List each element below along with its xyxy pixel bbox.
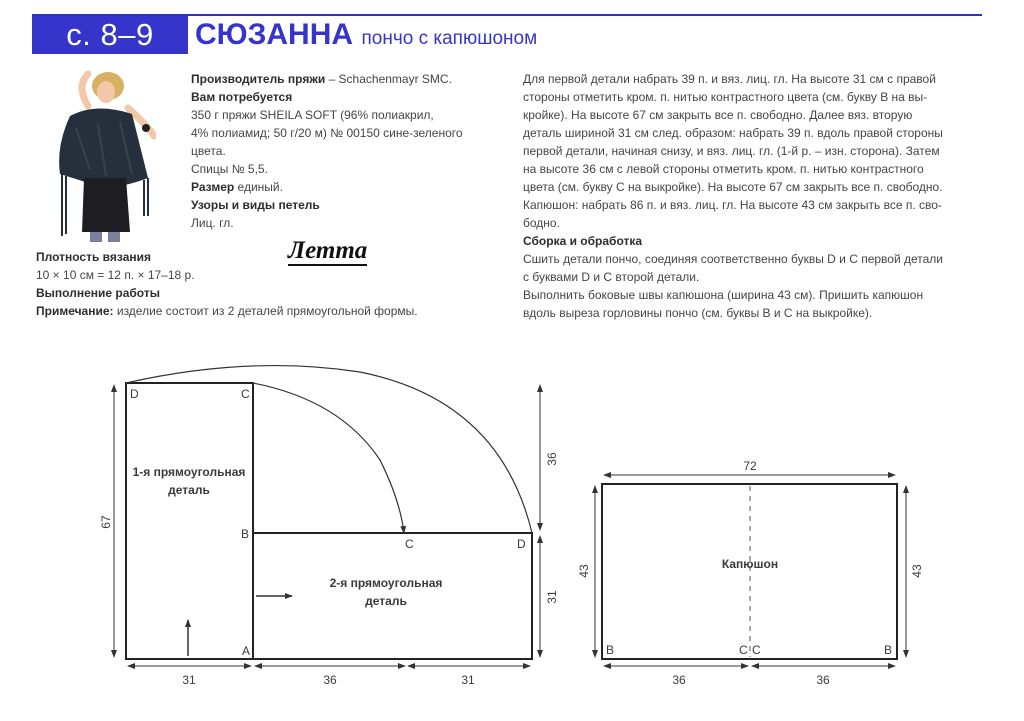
dim-67: 67 — [99, 515, 113, 529]
letter-b: B — [606, 643, 615, 657]
size-value: единый. — [234, 180, 283, 194]
instruction-line: на высоте 36 см с левой стороны отметить кром. п. нитью контрастного — [523, 162, 924, 176]
needed-label: Вам потребуется — [191, 90, 293, 104]
letter-c: C — [739, 643, 748, 657]
piece-2-label-line2: деталь — [365, 594, 407, 608]
work-label: Выполнение работы — [36, 286, 160, 300]
instruction-line: первой детали, начиная снизу, и вяз. лиц. гл. (1-й р. – изн. сторона). Затем — [523, 144, 940, 158]
needles-line: Спицы № 5,5. — [191, 162, 268, 176]
letter-c: C — [752, 643, 761, 657]
letter-c: C — [405, 537, 414, 551]
dim-43: 43 — [577, 564, 591, 578]
dim-36: 36 — [545, 452, 559, 466]
instruction-line: бодно. — [523, 216, 560, 230]
size-label: Размер — [191, 180, 235, 194]
yarn-value: – Schachenmayr SMC. — [325, 72, 452, 86]
letter-a: A — [242, 644, 251, 658]
hood-label: Капюшон — [721, 557, 779, 571]
patterns-value: Лиц. гл. — [191, 216, 234, 230]
piece-1-rect — [126, 383, 253, 659]
dim-72: 72 — [743, 459, 757, 473]
instruction-line: цвета (см. букву С на выкройке). На высоте 67 см закрыть все п. свободно. — [523, 180, 943, 194]
instruction-line: стороны отметить кром. п. нитью контрастного цвета (см. букву В на вы- — [523, 90, 928, 104]
assembly-line: с буквами D и C второй детали. — [523, 270, 700, 284]
patterns-label: Узоры и виды петель — [191, 198, 320, 212]
yarn-label: Производитель пряжи — [191, 72, 326, 86]
assembly-line: Выполнить боковые швы капюшона (ширина 43 см). Пришить капюшон — [523, 288, 924, 302]
poncho-dimensions — [114, 385, 540, 666]
dim-36: 36 — [816, 673, 830, 687]
title-main: СЮЗАННА — [195, 18, 354, 51]
letter-b: B — [884, 643, 893, 657]
arc-c-to-c — [253, 383, 404, 533]
instruction-line: Для первой детали набрать 39 п. и вяз. лиц. гл. На высоте 31 см с правой — [523, 72, 936, 86]
letter-d: D — [517, 537, 526, 551]
letter-d: D — [130, 387, 139, 401]
gauge-label: Плотность вязания — [36, 250, 152, 264]
note-value: изделие состоит из 2 деталей прямоугольной формы. — [113, 304, 418, 318]
title-subtitle: пончо с капюшоном — [361, 28, 538, 49]
arc-d-to-d — [126, 366, 532, 533]
page-number-badge: с. 8–9 — [32, 16, 188, 54]
needed-line: 350 г пряжи SHEILA SOFT (96% полиакрил, — [191, 108, 434, 122]
instruction-line: деталь шириной 31 см след. образом: набрать 39 п. вдоль правой стороны — [523, 126, 943, 140]
instruction-line: кройке). На высоте 67 см закрыть все п. свободно. Далее вяз. вторую — [523, 108, 913, 122]
magazine-signature: Летта — [288, 237, 368, 264]
piece-2-label-line1: 2-я прямоугольная — [329, 576, 443, 590]
piece-1-label-line2: деталь — [168, 483, 210, 497]
piece-1-label-line1: 1-я прямоугольная — [132, 465, 246, 479]
assembly-line: Сшить детали пончо, соединяя соответственно буквы D и C первой детали — [523, 252, 944, 266]
dim-31: 31 — [545, 590, 559, 604]
dim-43: 43 — [910, 564, 924, 578]
gauge-value: 10 × 10 см = 12 п. × 17–18 р. — [36, 268, 195, 282]
dim-31: 31 — [461, 673, 475, 687]
dim-36: 36 — [323, 673, 337, 687]
needed-line: цвета. — [191, 144, 226, 158]
assembly-line: вдоль выреза горловины пончо (см. буквы В и С на выкройке). — [523, 306, 873, 320]
dim-36: 36 — [672, 673, 686, 687]
letter-c: C — [241, 387, 250, 401]
needed-line: 4% полиамид; 50 г/20 м) № 00150 сине-зеленого — [191, 126, 463, 140]
instruction-line: Капюшон: набрать 86 п. и вяз. лиц. гл. На высоте 43 см закрыть все п. сво- — [523, 198, 942, 212]
note-label: Примечание: — [36, 304, 114, 318]
assembly-title: Сборка и обработка — [523, 234, 643, 248]
letter-b: B — [241, 527, 250, 541]
dim-31: 31 — [182, 673, 196, 687]
